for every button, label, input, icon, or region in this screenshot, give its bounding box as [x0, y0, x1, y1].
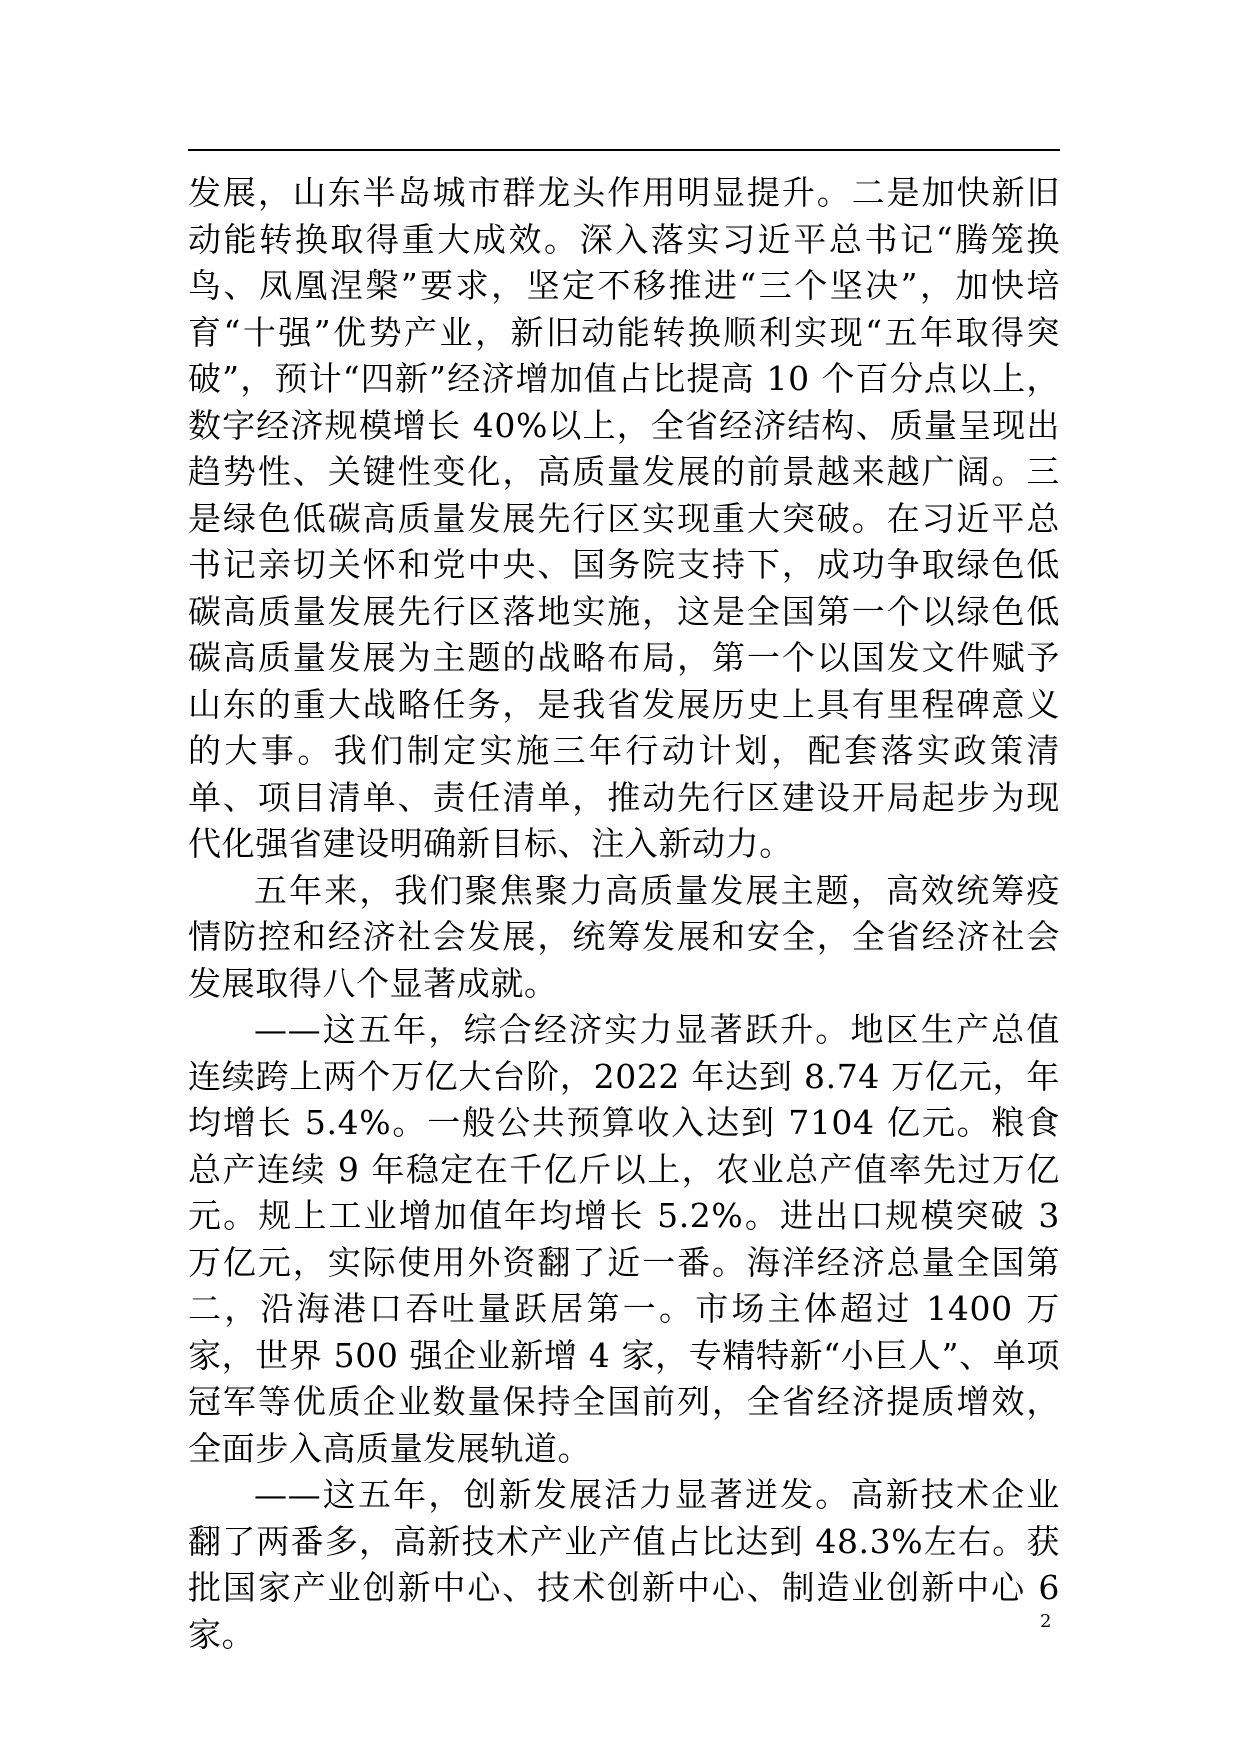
paragraph-2: 五年来，我们聚焦聚力高质量发展主题，高效统筹疫情防控和经济社会发展，统筹发展和安全，全省经济社会发展取得八个显著成就。	[188, 870, 1060, 1003]
paragraph-1: 发展，山东半岛城市群龙头作用明显提升。二是加快新旧动能转换取得重大成效。深入落实习近平总书记“腾笼换鸟、凤凰涅槃”要求，坚定不移推进“三个坚决”，加快培育“十强”优势产业，新旧动能转换顺利实现“五年取得突破”，预计“四新”经济增加值占比提高 10 个百分点以上，数字经济规模增长 40%以上，全省经济结构、质量呈现出趋势性、关键性变化，高质量发展的前景越来越广阔。三是绿色低碳高质量发展先行区实现重大突破。在习近平总书记亲切关怀和党中央、国务院支持下，成功争取绿色低碳高质量发展先行区落地实施，这是全国第一个以绿色低碳高质量发展为主题的战略布局，第一个以国发文件赋予山东的重大战略任务，是我省发展历史上具有里程碑意义的大事。我们制定实施三年行动计划，配套落实政策清单、项目清单、责任清单，推动先行区建设开局起步为现代化强省建设明确新目标、注入新动力。	[188, 173, 1060, 863]
body-text	[188, 170, 1060, 1658]
paragraph-4: ——这五年，创新发展活力显著迸发。高新技术企业翻了两番多，高新技术产业产值占比达到 48.3%左右。获批国家产业创新中心、技术创新中心、制造业创新中心 6 家。	[188, 1475, 1060, 1654]
header-rule	[188, 149, 1060, 151]
paragraph-3: ——这五年，综合经济实力显著跃升。地区生产总值连续跨上两个万亿大台阶，2022 年达到 8.74 万亿元，年均增长 5.4%。一般公共预算收入达到 7104 亿元。粮食总产连续 9 年稳定在千亿斤以上，农业总产值率先过万亿元。规上工业增加值年均增长 5.2%。进出口规模突破 3 万亿元，实际使用外资翻了近一番。海洋经济总量全国第二，沿海港口吞吐量跃居第一。市场主体超过 1400 万家，世界 500 强企业新增 4 家，专精特新“小巨人”、单项冠军等优质企业数量保持全国前列，全省经济提质增效，全面步入高质量发展轨道。	[188, 1010, 1060, 1468]
page-number: 2	[1040, 1611, 1052, 1632]
